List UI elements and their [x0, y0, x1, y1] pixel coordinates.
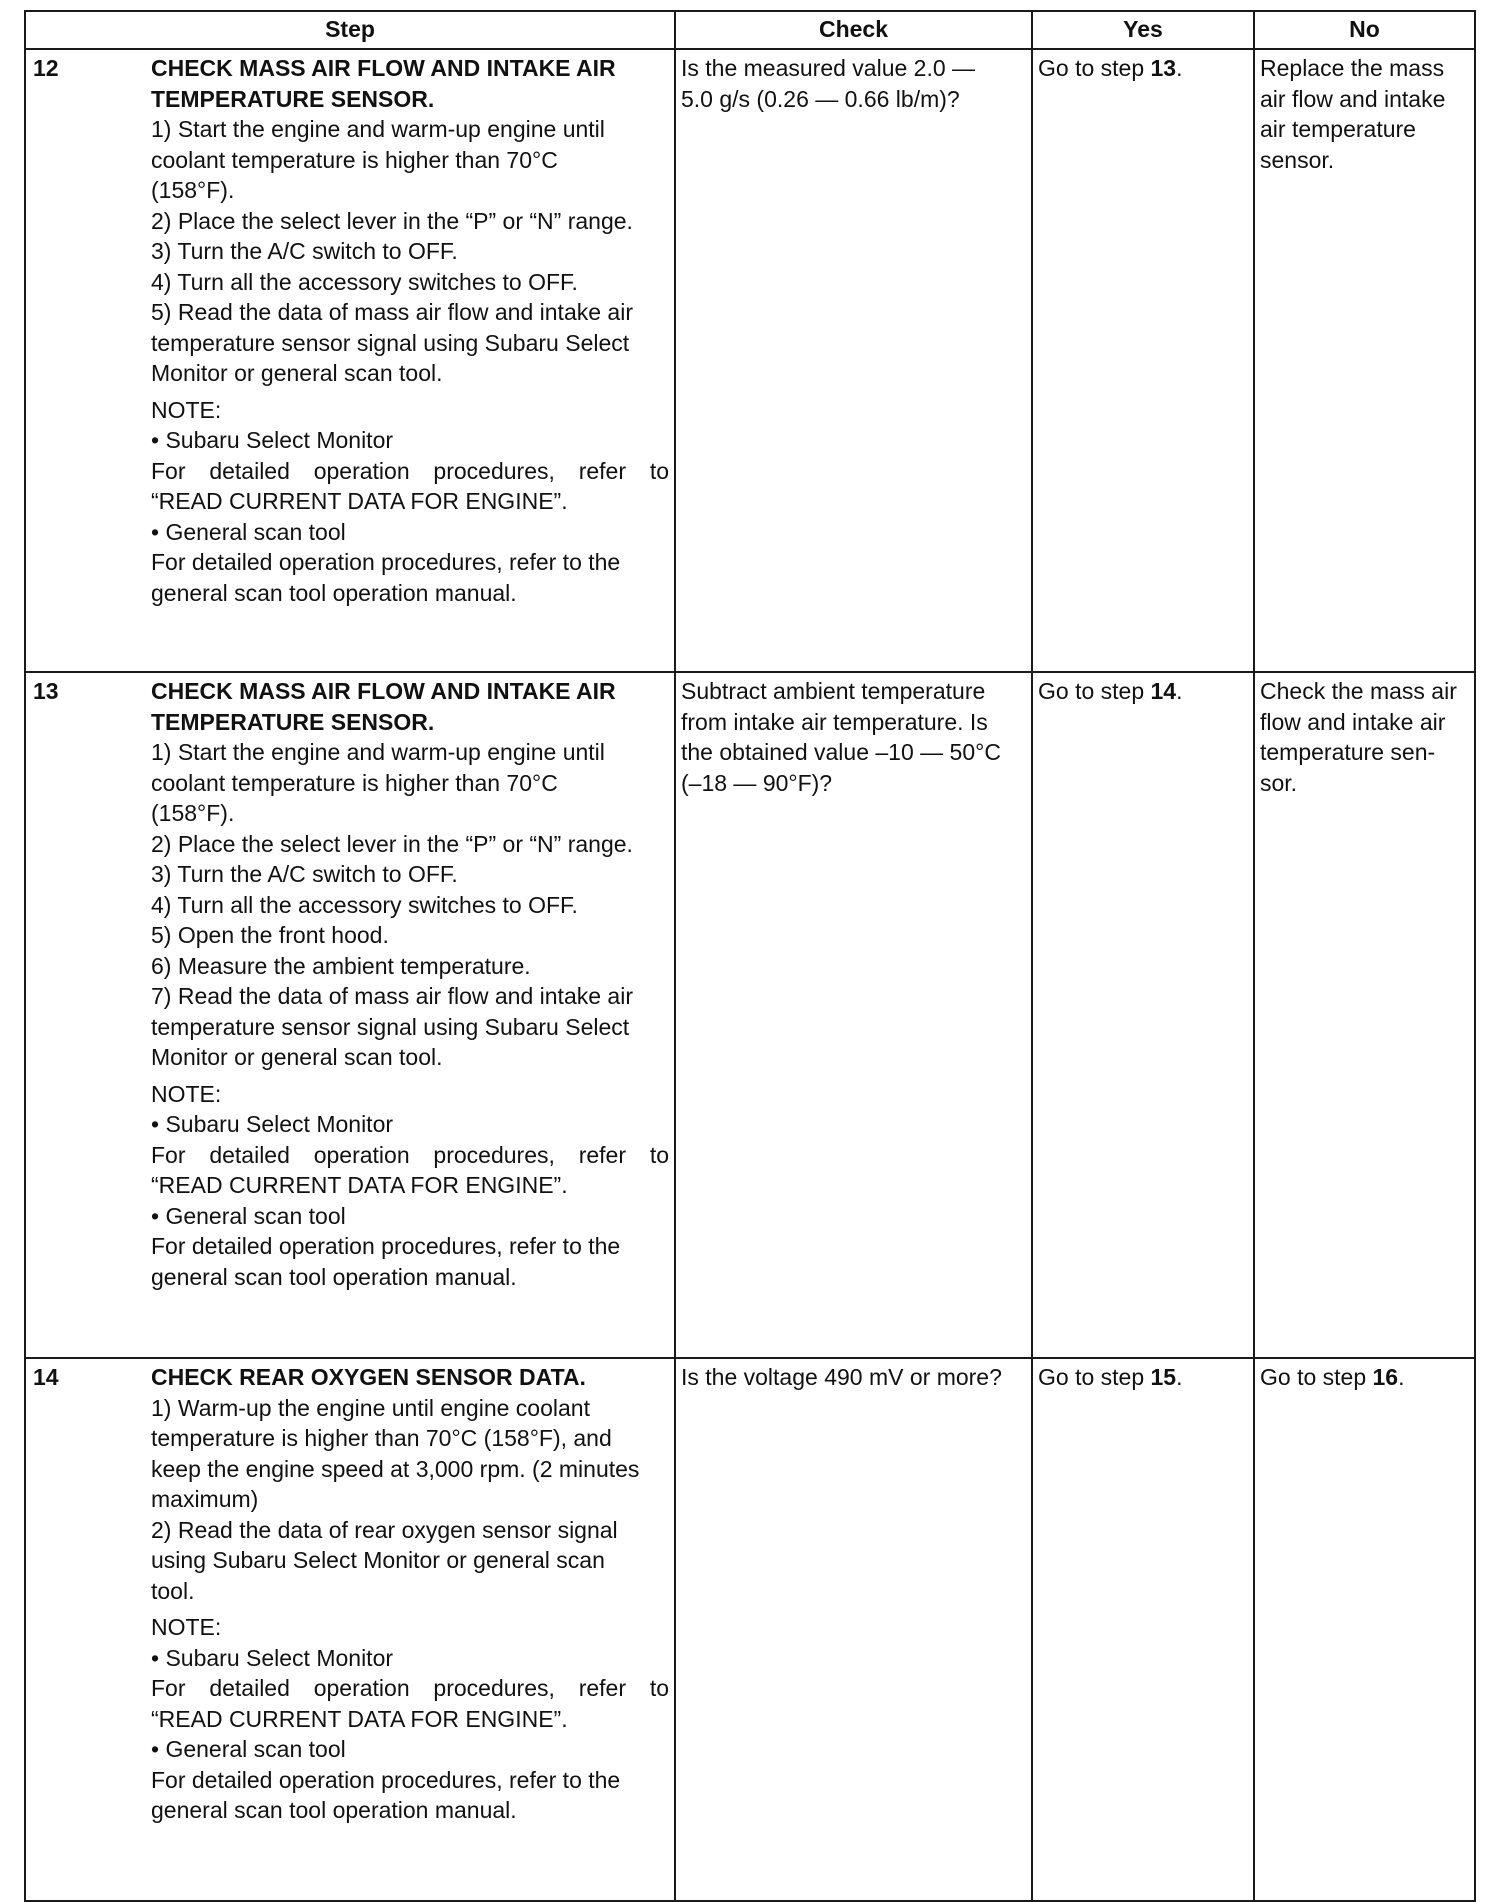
- yes-cell: [1032, 672, 1254, 1358]
- note-text: For detailed operation procedures, refer to the: [151, 1233, 621, 1259]
- step-text: 7) Read the data of mass air flow and intake air: [151, 983, 633, 1009]
- step-text: 2) Read the data of rear oxygen sensor signal: [151, 1516, 618, 1543]
- note-bullet: • Subaru Select Monitor: [151, 1643, 669, 1674]
- note-bullet: • Subaru Select Monitor: [151, 1109, 669, 1140]
- step-title: CHECK MASS AIR FLOW AND INTAKE AIR: [151, 55, 616, 81]
- step-text: Monitor or general scan tool.: [151, 1044, 443, 1070]
- note-bullet: • General scan tool: [151, 1201, 669, 1232]
- step-text: 6) Measure the ambient temperature.: [151, 952, 531, 979]
- yes-step-ref: 14: [1150, 678, 1177, 704]
- note-heading: NOTE:: [151, 1614, 222, 1640]
- check-cell: [675, 672, 1032, 1358]
- note-text: For detailed operation procedures, refer to the: [151, 1766, 621, 1793]
- step-title: TEMPERATURE SENSOR.: [151, 85, 435, 112]
- step-number: 12: [33, 55, 59, 81]
- yes-suffix: .: [1176, 55, 1183, 81]
- step-text: keep the engine speed at 3,000 rpm. (2 minutes: [151, 1455, 640, 1482]
- header-yes: Yes: [1032, 11, 1254, 49]
- check-text: 5.0 g/s (0.26 — 0.66 lb/m)?: [681, 85, 960, 112]
- step-text: Monitor or general scan tool.: [151, 360, 443, 386]
- check-text: the obtained value –10 — 50°C: [681, 739, 1001, 765]
- step-text: using Subaru Select Monitor or general scan: [151, 1547, 605, 1573]
- check-text: Is the voltage 490 mV or more?: [681, 1364, 1002, 1390]
- note-heading: NOTE:: [151, 396, 222, 423]
- no-text: Replace the mass: [1260, 55, 1445, 81]
- note-bullet: • General scan tool: [151, 1734, 669, 1765]
- no-text: temperature sen-: [1260, 739, 1436, 765]
- no-text: flow and intake air: [1260, 708, 1446, 735]
- check-cell: [675, 49, 1032, 672]
- yes-text: Go to step: [1038, 55, 1151, 81]
- step-text: (158°F).: [151, 177, 235, 203]
- table-row: [25, 49, 1475, 672]
- table-row: [25, 1358, 1475, 1901]
- no-cell: [1254, 672, 1475, 1358]
- no-text: sensor.: [1260, 146, 1335, 173]
- step-title: CHECK MASS AIR FLOW AND INTAKE AIR: [151, 678, 616, 704]
- step-text: tool.: [151, 1577, 195, 1604]
- yes-cell: [1032, 49, 1254, 672]
- no-cell: [1254, 49, 1475, 672]
- note-heading: NOTE:: [151, 1080, 222, 1107]
- check-text: (–18 — 90°F)?: [681, 769, 833, 796]
- step-text: 1) Start the engine and warm-up engine until: [151, 116, 605, 142]
- check-text: Subtract ambient temperature: [681, 678, 986, 704]
- note-text: general scan tool operation manual.: [151, 1797, 517, 1823]
- step-cell: [25, 1358, 675, 1901]
- step-text: maximum): [151, 1486, 259, 1512]
- note-bullet: • Subaru Select Monitor: [151, 425, 669, 456]
- step-text: 1) Start the engine and warm-up engine until: [151, 739, 605, 765]
- note-text: general scan tool operation manual.: [151, 1263, 517, 1290]
- step-cell: [25, 49, 675, 672]
- table-header-row: [25, 11, 1475, 49]
- step-text: 3) Turn the A/C switch to OFF.: [151, 861, 458, 887]
- step-text: temperature is higher than 70°C (158°F), and: [151, 1425, 612, 1451]
- diagnostic-table: [24, 10, 1476, 1902]
- note-text: For detailed operation procedures, refer to: [151, 457, 669, 484]
- yes-suffix: .: [1176, 1364, 1183, 1390]
- no-text: air flow and intake: [1260, 85, 1446, 112]
- yes-text: Go to step: [1038, 1364, 1151, 1390]
- check-text: from intake air temperature. Is: [681, 708, 988, 735]
- step-text: 5) Read the data of mass air flow and intake air: [151, 299, 633, 325]
- step-text: temperature sensor signal using Subaru Select: [151, 329, 630, 356]
- note-text: “READ CURRENT DATA FOR ENGINE”.: [151, 1705, 568, 1732]
- check-text: Is the measured value 2.0 —: [681, 55, 976, 81]
- step-text: 2) Place the select lever in the “P” or “N” range.: [151, 207, 633, 234]
- table-row: [25, 672, 1475, 1358]
- step-number: 13: [33, 678, 59, 704]
- no-text: sor.: [1260, 769, 1298, 796]
- header-check: Check: [675, 11, 1032, 49]
- check-cell: [675, 1358, 1032, 1901]
- no-text: Go to step: [1260, 1364, 1373, 1390]
- step-text: (158°F).: [151, 800, 235, 826]
- step-cell: [25, 672, 675, 1358]
- no-step-ref: 16: [1372, 1364, 1399, 1390]
- step-title: TEMPERATURE SENSOR.: [151, 708, 435, 735]
- step-text: coolant temperature is higher than 70°C: [151, 769, 558, 796]
- yes-text: Go to step: [1038, 678, 1151, 704]
- step-title: CHECK REAR OXYGEN SENSOR DATA.: [151, 1364, 586, 1390]
- no-suffix: .: [1398, 1364, 1405, 1390]
- step-text: temperature sensor signal using Subaru Select: [151, 1013, 630, 1040]
- yes-cell: [1032, 1358, 1254, 1901]
- yes-suffix: .: [1176, 678, 1183, 704]
- step-text: 4) Turn all the accessory switches to OFF.: [151, 268, 578, 295]
- note-text: “READ CURRENT DATA FOR ENGINE”.: [151, 488, 568, 514]
- step-text: 4) Turn all the accessory switches to OFF.: [151, 891, 578, 918]
- note-text: For detailed operation procedures, refer to: [151, 1675, 669, 1701]
- step-number: 14: [33, 1364, 59, 1390]
- step-text: 2) Place the select lever in the “P” or “N” range.: [151, 830, 633, 857]
- no-cell: [1254, 1358, 1475, 1901]
- yes-step-ref: 15: [1150, 1364, 1177, 1390]
- note-bullet: • General scan tool: [151, 517, 669, 548]
- no-text: air temperature: [1260, 116, 1416, 142]
- step-text: 3) Turn the A/C switch to OFF.: [151, 238, 458, 264]
- note-text: “READ CURRENT DATA FOR ENGINE”.: [151, 1172, 568, 1198]
- note-text: For detailed operation procedures, refer to: [151, 1141, 669, 1168]
- step-text: 1) Warm-up the engine until engine coolant: [151, 1394, 590, 1421]
- header-step: Step: [25, 11, 675, 49]
- header-no: No: [1254, 11, 1475, 49]
- note-text: For detailed operation procedures, refer to the: [151, 549, 621, 575]
- step-text: coolant temperature is higher than 70°C: [151, 146, 558, 173]
- no-text: Check the mass air: [1260, 678, 1457, 704]
- step-text: 5) Open the front hood.: [151, 922, 389, 948]
- note-text: general scan tool operation manual.: [151, 579, 517, 606]
- yes-step-ref: 13: [1150, 55, 1177, 81]
